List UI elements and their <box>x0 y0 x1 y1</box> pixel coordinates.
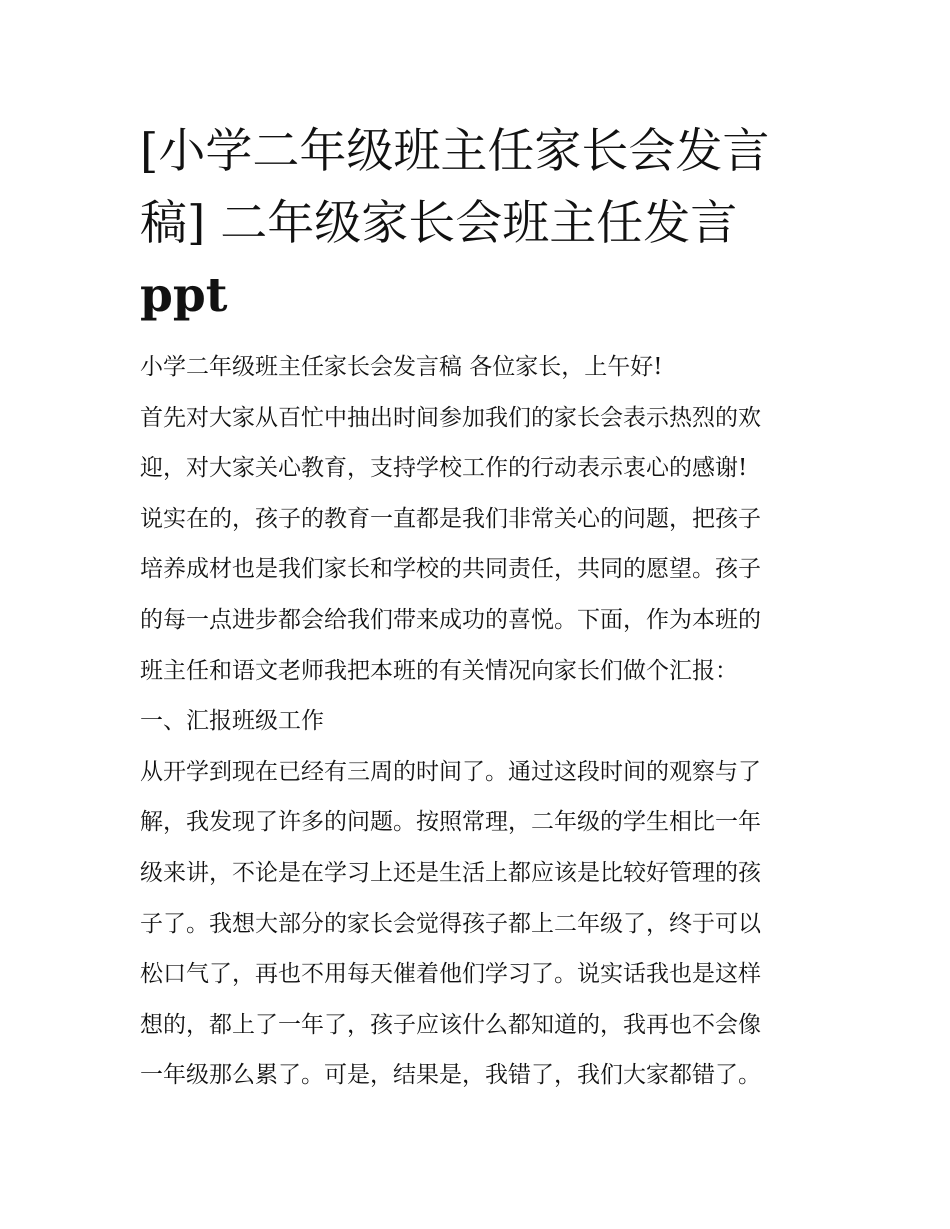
body-line: 从开学到现在已经有三周的时间了。通过这段时间的观察与了 <box>140 758 761 785</box>
body-line: 级来讲，不论是在学习上还是生活上都应该是比较好管理的孩 <box>140 859 761 886</box>
title-line: [小学二年级班主任家长会发言 <box>140 124 770 179</box>
title-line: 稿] 二年级家长会班主任发言 <box>140 196 738 251</box>
document-title <box>140 116 830 332</box>
body-line: 一年级那么累了。可是，结果是，我错了，我们大家都错了。 <box>140 1062 761 1089</box>
body-line: 松口气了，再也不用每天催着他们学习了。说实话我也是这样 <box>140 961 761 988</box>
section-heading: 一、汇报班级工作 <box>140 708 324 735</box>
body-line: 培养成材也是我们家长和学校的共同责任，共同的愿望。孩子 <box>140 556 761 583</box>
body-line: 班主任和语文老师我把本班的有关情况向家长们做个汇报： <box>140 657 738 684</box>
body-line: 小学二年级班主任家长会发言稿 各位家长，上午好! <box>140 354 663 380</box>
body-line: 想的，都上了一年了，孩子应该什么都知道的，我再也不会像 <box>140 1011 761 1038</box>
body-line: 子了。我想大部分的家长会觉得孩子都上二年级了，终于可以 <box>140 910 761 937</box>
title-line: ppt <box>140 268 228 323</box>
body-line: 的每一点进步都会给我们带来成功的喜悦。下面，作为本班的 <box>140 606 761 633</box>
body-line: 首先对大家从百忙中抽出时间参加我们的家长会表示热烈的欢 <box>140 404 761 431</box>
body-line: 说实在的，孩子的教育一直都是我们非常关心的问题，把孩子 <box>140 505 761 532</box>
document-body <box>140 342 830 1101</box>
body-line: 解，我发现了许多的问题。按照常理，二年级的学生相比一年 <box>140 809 761 836</box>
body-line: 迎，对大家关心教育，支持学校工作的行动表示衷心的感谢! <box>140 455 748 482</box>
